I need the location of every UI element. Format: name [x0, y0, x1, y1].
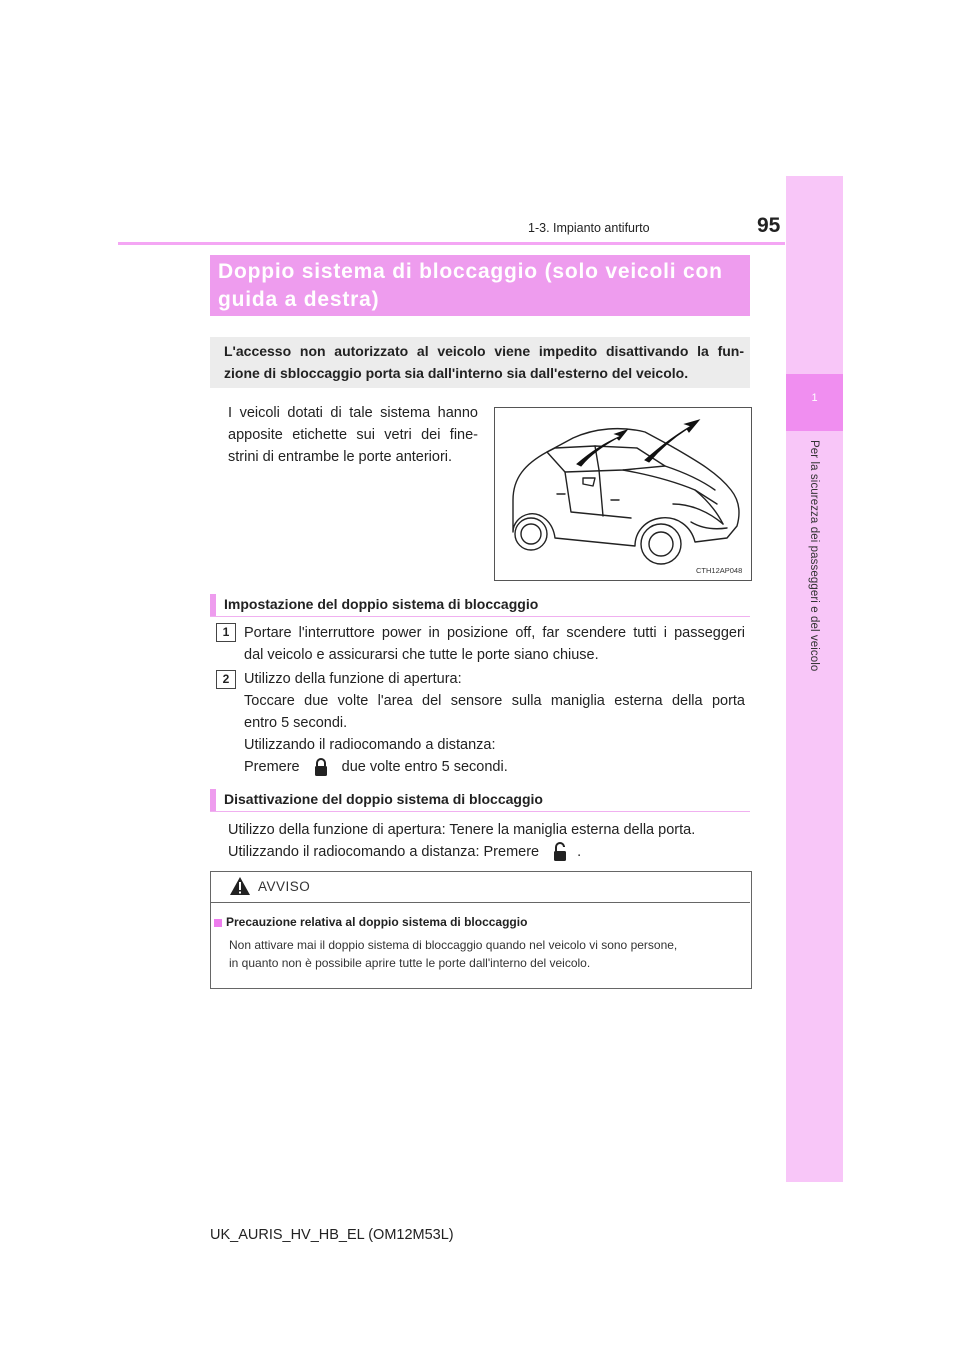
step-1-number: 1: [216, 623, 236, 642]
section-reference: 1-3. Impianto antifurto: [528, 221, 650, 235]
deactivation-heading-text: Disattivazione del doppio sistema di bloccaggio: [224, 791, 543, 807]
step-1-text: [244, 622, 745, 666]
bullet-square-icon: [214, 919, 222, 927]
car-illustration: [494, 407, 752, 581]
unlock-icon: [549, 841, 571, 863]
lock-icon: [310, 756, 332, 778]
deactivation-line1: Utilizzo della funzione di apertura: Tenere la maniglia esterna della porta.: [228, 822, 696, 838]
intro-line2: zione di sbloccaggio porta sia dall'interno sia dall'esterno del veicolo.: [224, 365, 689, 381]
warning-subtitle-text: Precauzione relativa al doppio sistema di bloccaggio: [226, 915, 528, 929]
section-title: [218, 258, 748, 314]
setting-heading-text: Impostazione del doppio sistema di bloccaggio: [224, 596, 539, 612]
section-title-line2: guida a destra): [218, 288, 380, 311]
step-2-line1: Utilizzo della funzione di apertura:: [244, 671, 462, 687]
deactivation-line2: [228, 841, 748, 863]
step-2-line3: entro 5 secondi.: [244, 715, 348, 731]
step-2-line5-after: due volte entro 5 secondi.: [341, 759, 508, 775]
section-title-line1: Doppio sistema di bloccaggio (solo veicoli con: [218, 260, 723, 283]
page-number: 95: [757, 214, 781, 237]
warning-triangle-icon: [229, 876, 251, 896]
step-2-text: [244, 668, 745, 778]
deactivation-text: [228, 819, 748, 863]
deactivation-heading: [210, 789, 750, 812]
warning-body-line1: Non attivare mai il doppio sistema di bloccaggio quando nel veicolo vi sono persone,: [229, 938, 678, 952]
step-1-line1: Portare l'interruttore power in posizione off, far scendere tutti i passeggeri: [244, 625, 745, 641]
heading-accent-bar: [210, 594, 216, 616]
labels-paragraph: I veicoli dotati di tale sistema hanno apposite etichette sui vetri dei fine-strini di entrambe le porte anteriori.: [228, 405, 478, 465]
figure-code: CTH12AP048: [696, 566, 743, 575]
step-2-number: 2: [216, 670, 236, 689]
step-2-line4: Utilizzando il radiocomando a distanza:: [244, 737, 496, 753]
warning-title: AVVISO: [258, 879, 311, 894]
step-2-line5-before: Premere: [244, 759, 300, 775]
header-divider: [118, 242, 785, 245]
intro-line1: L'accesso non autorizzato al veicolo viene impedito disattivando la fun-: [224, 343, 744, 359]
chapter-label: Per la sicurezza dei passeggeri e del veicolo: [808, 440, 820, 672]
warning-subtitle: [214, 915, 744, 929]
warning-body: [229, 936, 744, 972]
document-code: UK_AURIS_HV_HB_EL (OM12M53L): [210, 1227, 454, 1243]
deactivation-line2-before: Utilizzando il radiocomando a distanza: Premere: [228, 844, 540, 860]
step-2-line5: [244, 756, 745, 778]
step-1-line2: dal veicolo e assicurarsi che tutte le porte siano chiuse.: [244, 647, 599, 663]
chapter-number: 1: [811, 392, 818, 404]
warning-body-line2: in quanto non è possibile aprire tutte le porte dall'interno del veicolo.: [229, 956, 591, 970]
intro-text: [224, 340, 744, 384]
deactivation-line2-after: .: [577, 844, 582, 860]
heading-accent-bar: [210, 789, 216, 811]
setting-heading: [210, 594, 750, 617]
car-drawing: [495, 408, 751, 580]
step-2-line2: Toccare due volte l'area del sensore sulla maniglia esterna della porta: [244, 693, 745, 709]
